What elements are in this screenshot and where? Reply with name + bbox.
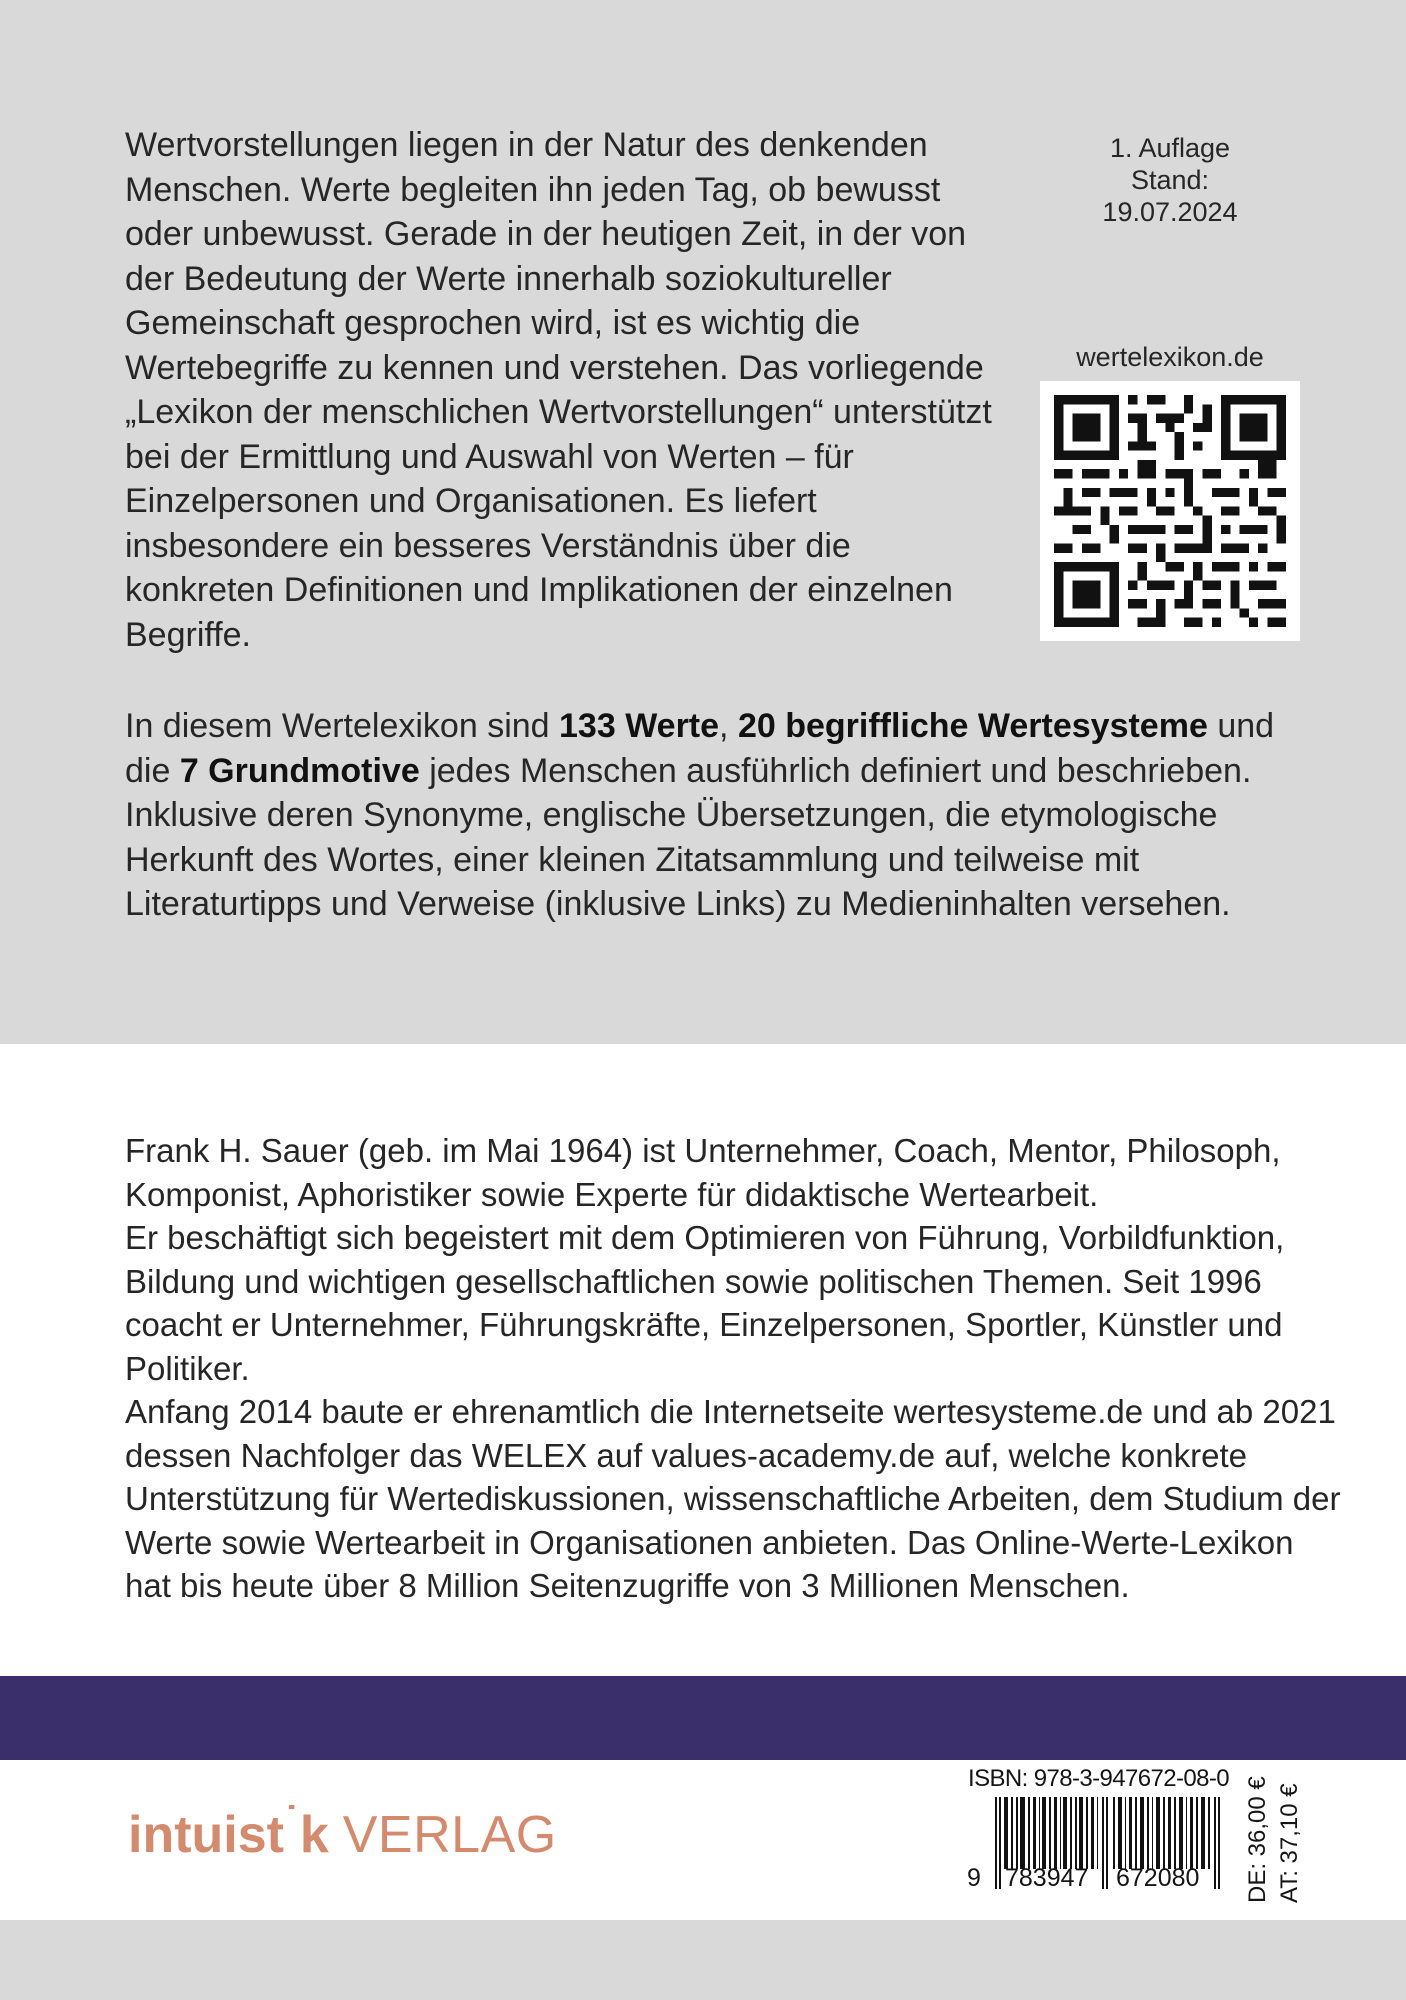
publisher-logo — [128, 1799, 557, 1864]
qr-code-box — [1040, 381, 1300, 641]
isbn-label: ISBN: 978-3-947672-08-0 — [968, 1765, 1230, 1792]
website-label: wertelexikon.de — [1076, 342, 1264, 372]
edition-date: 19.07.2024 — [1102, 197, 1238, 227]
description-bold-wertesysteme: 20 begriffliche Wertesysteme — [737, 707, 1208, 745]
description-text-3: und die — [125, 707, 1275, 790]
barcode-digit-group-3: 672080 — [1116, 1864, 1200, 1892]
intro-paragraph: Wertvorstellungen liegen in der Natur des denkenden Menschen. Werte begleiten ihn jeden Tag, ob bewusst oder unbewusst. Gerade in der heutigen Zeit, in der von der Bedeutung der Werte innerhalb soziokultureller Gemeinschaft gesprochen wird, ist es wichtig die Wertebegriffe zu kennen und verstehen. Das vorliegende „Lexikon der menschlichen Wertvorstellungen“ unterstützt bei der Ermittlung und Auswahl von Werten – für Einzelpersonen und Organisationen. Es liefert insbesondere ein besseres Verständnis über die konkreten Definitionen und Implikationen der einzelnen Begriffe. — [125, 126, 992, 654]
barcode-digit-group-1: 9 — [967, 1864, 981, 1892]
publisher-verlag-label: VERLAG — [342, 1806, 557, 1864]
lexicon-description — [125, 704, 1315, 927]
price-germany: DE: 36,00 € — [1244, 1776, 1271, 1903]
description-text-4: jedes Menschen ausführlich definiert und beschrieben. Inklusive deren Synonyme, englische Übersetzungen, die etymologische Herkunft des Wortes, einer kleinen Zitatsammlung und teilweise mit Literaturtipps und Verweise (inklusive Links) zu Medieninhalten versehen. — [125, 751, 1252, 923]
author-biography: Frank H. Sauer (geb. im Mai 1964) ist Unternehmer, Coach, Mentor, Philosoph, Komponist, Aphoristiker sowie Experte für didaktische Wertearbeit. Er beschäftigt sich begeistert mit dem Optimieren von Führung, Vorbildfunktion, Bildung und wichtigen gesellschaftlichen sowie politischen Themen. Seit 1996 coacht er Unternehmer, Führungskräfte, Einzelpersonen, Sportler, Künstler und Politiker. Anfang 2014 baute er ehrenamtlich die Internetseite wertesysteme.de und ab 2021 dessen Nachfolger das WELEX auf values-academy.de auf, welche konkrete Unterstützung für Wertediskussionen, wissenschaftliche Arbeiten, dem Studium der Werte sowie Wertearbeit in Organisationen anbieten. Das Online-Werte-Lexikon hat bis heute über 8 Million Seitenzugriffe von 3 Millionen Menschen. — [125, 1132, 1341, 1604]
author-section — [0, 1044, 1406, 1676]
description-text-1: In diesem Wertelexikon sind — [125, 707, 560, 745]
description-bold-grundmotive: 7 Grundmotive — [179, 751, 420, 790]
price-austria: AT: 37,10 € — [1276, 1783, 1303, 1903]
bottom-gray-strip — [0, 1920, 1406, 2000]
isbn-barcode-block — [965, 1765, 1303, 1915]
qr-code-icon — [1054, 395, 1286, 627]
edition-line-2: Stand: — [1130, 165, 1210, 195]
description-text-2: , — [719, 707, 738, 745]
edition-line-1: 1. Auflage — [1109, 133, 1231, 163]
publisher-brand-dot: ˙ — [284, 1799, 299, 1843]
barcode-digit-group-2: 783947 — [1005, 1864, 1089, 1892]
edition-info — [1080, 132, 1260, 228]
purple-band — [0, 1676, 1406, 1760]
publisher-barcode-section — [0, 1760, 1406, 1920]
publisher-brand-part-1: intuist — [128, 1806, 284, 1864]
description-bold-werte: 133 Werte — [559, 707, 720, 745]
publisher-brand-part-2: k — [299, 1806, 329, 1864]
